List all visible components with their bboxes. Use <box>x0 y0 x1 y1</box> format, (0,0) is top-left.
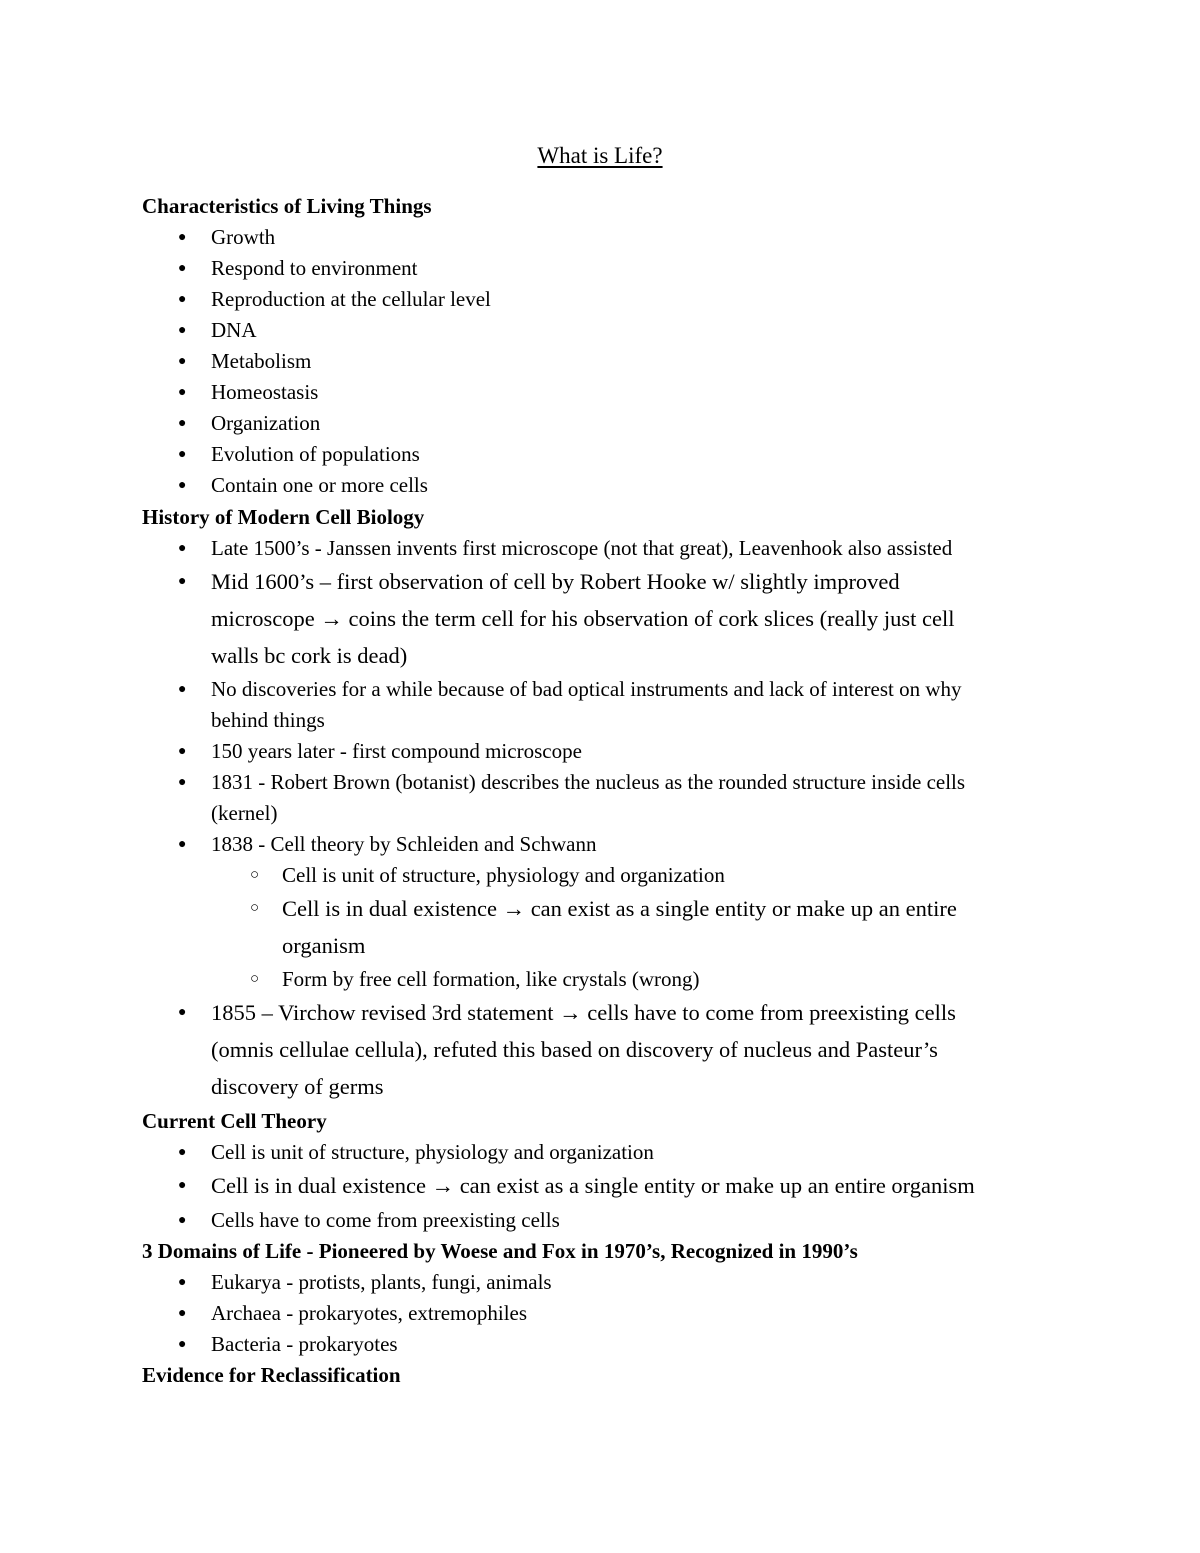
list-item-continuation: (kernel) <box>211 801 278 825</box>
heading-evidence: Evidence for Reclassification <box>142 1363 401 1387</box>
bullet-icon: ● <box>178 385 187 400</box>
bullet-icon: ● <box>178 1306 187 1321</box>
bullet-icon: ● <box>178 323 187 338</box>
list-item: DNA <box>211 318 257 342</box>
heading-current-cell-theory: Current Cell Theory <box>142 1109 327 1133</box>
bullet-icon: ● <box>178 574 187 589</box>
bullet-icon: ● <box>178 1275 187 1290</box>
hollow-bullet-icon: ○ <box>250 971 260 987</box>
list-item: Cells have to come from preexisting cells <box>211 1208 560 1232</box>
bullet-icon: ● <box>178 292 187 307</box>
sub-list-item: Cell is in dual existence → can exist as a single entity or make up an entire <box>282 896 957 921</box>
bullet-icon: ● <box>178 261 187 276</box>
bullet-icon: ● <box>178 1005 187 1020</box>
list-item-continuation: discovery of germs <box>211 1074 384 1099</box>
bullet-icon: ● <box>178 744 187 759</box>
sub-list-item-continuation: organism <box>282 933 366 958</box>
heading-domains: 3 Domains of Life - Pioneered by Woese and Fox in 1970’s, Recognized in 1990’s <box>142 1239 858 1263</box>
bullet-icon: ● <box>178 682 187 697</box>
list-item: 150 years later - first compound microscope <box>211 739 582 763</box>
bullet-icon: ● <box>178 1145 187 1160</box>
list-item: Cell is unit of structure, physiology and organization <box>211 1140 654 1164</box>
heading-characteristics: Characteristics of Living Things <box>142 194 432 218</box>
list-item: 1855 – Virchow revised 3rd statement → cells have to come from preexisting cells <box>211 1000 956 1025</box>
list-item: Homeostasis <box>211 380 319 404</box>
bullet-icon: ● <box>178 1337 187 1352</box>
bullet-icon: ● <box>178 1213 187 1228</box>
bullet-icon: ● <box>178 416 187 431</box>
heading-history: History of Modern Cell Biology <box>142 505 425 529</box>
list-item: Growth <box>211 225 276 249</box>
list-item: Mid 1600’s – first observation of cell by Robert Hooke w/ slightly improved <box>211 569 900 594</box>
list-item: Contain one or more cells <box>211 473 428 497</box>
bullet-icon: ● <box>178 230 187 245</box>
list-item: Late 1500’s - Janssen invents first microscope (not that great), Leavenhook also assisted <box>211 536 953 560</box>
list-item: Archaea - prokaryotes, extremophiles <box>211 1301 528 1325</box>
bullet-icon: ● <box>178 775 187 790</box>
list-item-continuation: microscope → coins the term cell for his observation of cork slices (really just cell <box>211 606 955 631</box>
bullet-icon: ● <box>178 541 187 556</box>
list-item: Metabolism <box>211 349 312 373</box>
list-item-continuation: (omnis cellulae cellula), refuted this based on discovery of nucleus and Pasteur’s <box>211 1037 938 1062</box>
list-item-continuation: walls bc cork is dead) <box>211 643 408 668</box>
list-item: 1838 - Cell theory by Schleiden and Schwann <box>211 832 597 856</box>
bullet-icon: ● <box>178 447 187 462</box>
list-item: 1831 - Robert Brown (botanist) describes the nucleus as the rounded structure inside cells <box>211 770 966 794</box>
bullet-icon: ● <box>178 1178 187 1193</box>
bullet-icon: ● <box>178 354 187 369</box>
sub-list-item: Form by free cell formation, like crystals (wrong) <box>282 967 700 991</box>
hollow-bullet-icon: ○ <box>250 900 260 916</box>
list-item: Cell is in dual existence → can exist as a single entity or make up an entire organism <box>211 1173 975 1198</box>
list-item: Reproduction at the cellular level <box>211 287 491 311</box>
page-title: What is Life? <box>537 143 663 168</box>
bullet-icon: ● <box>178 478 187 493</box>
hollow-bullet-icon: ○ <box>250 867 260 883</box>
list-item: Bacteria - prokaryotes <box>211 1332 398 1356</box>
list-item-continuation: behind things <box>211 708 325 732</box>
bullet-icon: ● <box>178 837 187 852</box>
list-item: Respond to environment <box>211 256 418 280</box>
list-item: No discoveries for a while because of bad optical instruments and lack of interest on why <box>211 677 962 701</box>
list-item: Organization <box>211 411 321 435</box>
sub-list-item: Cell is unit of structure, physiology and organization <box>282 863 725 887</box>
list-item: Eukarya - protists, plants, fungi, animals <box>211 1270 552 1294</box>
list-item: Evolution of populations <box>211 442 420 466</box>
